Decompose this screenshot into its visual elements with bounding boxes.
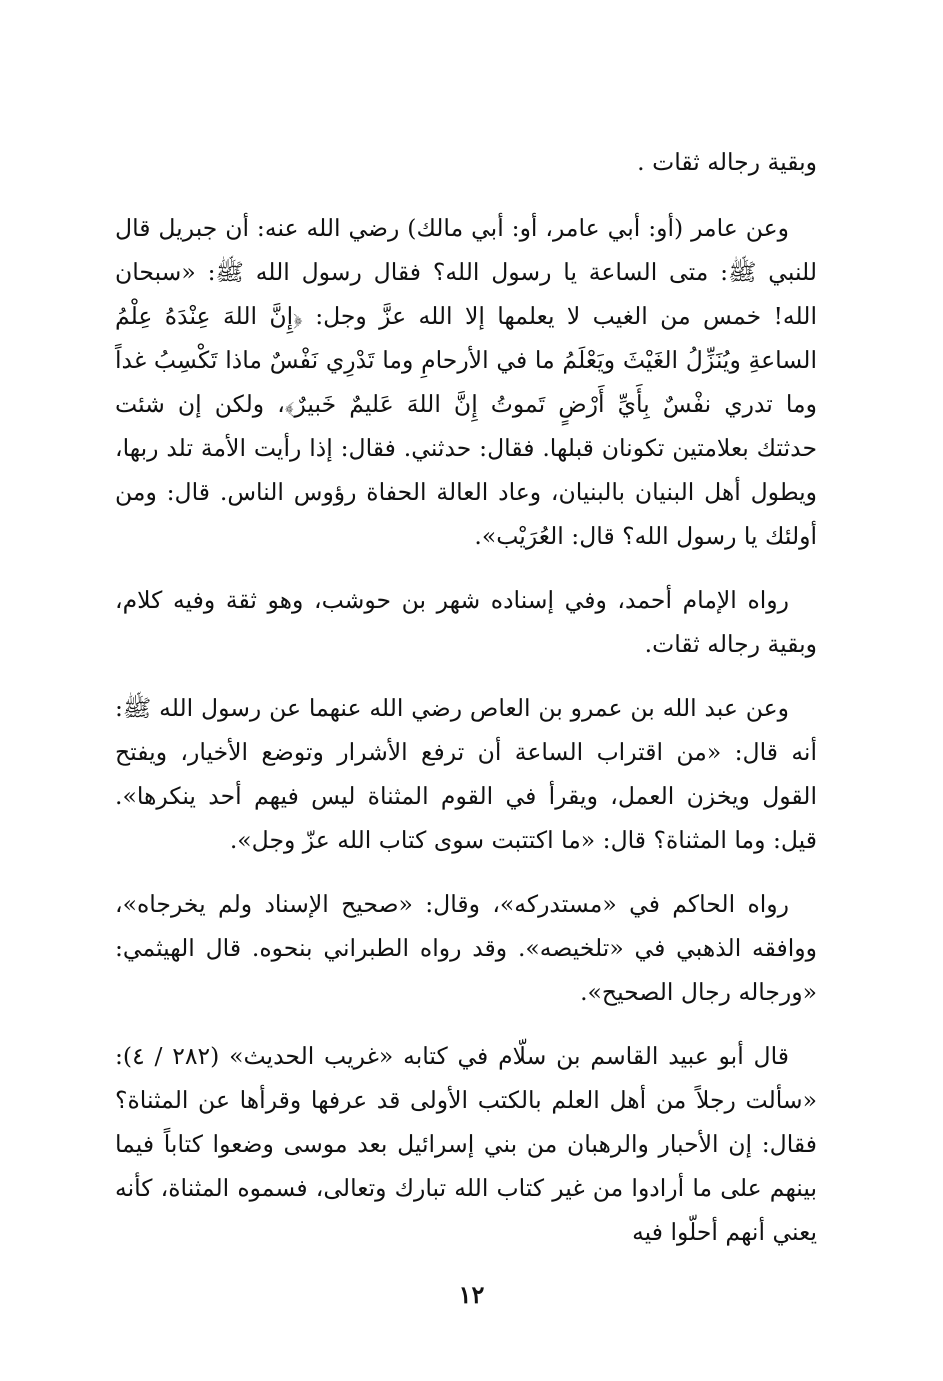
page-body (115, 140, 817, 1274)
paragraph-2-hadith-jibril: وعن عامر (أو: أبي عامر، أو: أبي مالك) رضي الله عنه: أن جبريل قال للنبي ﷺ: متى الساعة يا رسول الله؟ فقال رسول الله ﷺ: «سبحان الله! خمس من الغيب لا يعلمها إلا الله عزَّ وجل: ﴿إِنَّ اللهَ عِنْدَهُ عِلْمُ الساعةِ ويُنَزِّلُ الغَيْثَ ويَعْلَمُ ما في الأرحامِ وما تَدْرِي نَفْسٌ ماذا تَكْسِبُ غداً وما تدري نفْسٌ بِأَيِّ أَرْضٍ تَموتُ إِنَّ اللهَ عَليمٌ خَبيرٌ﴾، ولكن إن شئت حدثتك بعلامتين تكونان قبلها. فقال: حدثني. فقال: إذا رأيت الأمة تلد ربها، ويطول أهل البنيان بالبنيان، وعاد العالة الحفاة رؤوس الناس. قال: ومن أولئك يا رسول الله؟ قال: العُرَيْب». (115, 214, 817, 550)
paragraph-5-narration-hakim: رواه الحاكم في «مستدركه»، وقال: «صحيح الإسناد ولم يخرجاه»، ووافقه الذهبي في «تلخيصه». وقد رواه الطبراني بنحوه. قال الهيثمي: «ورجاله رجال الصحيح». (115, 890, 817, 1006)
paragraph-6-abu-ubaid: قال أبو عبيد القاسم بن سلّام في كتابه «غريب الحديث» (٢٨٢ / ٤): «سألت رجلاً من أهل العلم بالكتب الأولى قد عرفها وقرأها عن المثناة؟ فقال: إن الأحبار والرهبان من بني إسرائيل بعد موسى وضعوا كتاباً فيما بينهم على ما أرادوا من غير كتاب الله تبارك وتعالى، فسموه المثناة، كأنه يعني أنهم أحلّوا فيه (115, 1042, 817, 1246)
paragraph-1: وبقية رجاله ثقات . (637, 148, 817, 176)
page-number: ١٢ (458, 1280, 485, 1309)
paragraph-4-hadith-abdullah: وعن عبد الله بن عمرو بن العاص رضي الله عنهما عن رسول الله ﷺ: أنه قال: «من اقتراب الساعة أن ترفع الأشرار وتوضع الأخيار، ويفتح القول ويخزن العمل، ويقرأ في القوم المثناة ليس فيهم أحد ينكرها». قيل: وما المثناة؟ قال: «ما اكتتبت سوى كتاب الله عزّ وجل». (115, 694, 817, 854)
paragraph-3-narration-ahmad: رواه الإمام أحمد، وفي إسناده شهر بن حوشب، وهو ثقة وفيه كلام، وبقية رجاله ثقات. (115, 586, 817, 658)
